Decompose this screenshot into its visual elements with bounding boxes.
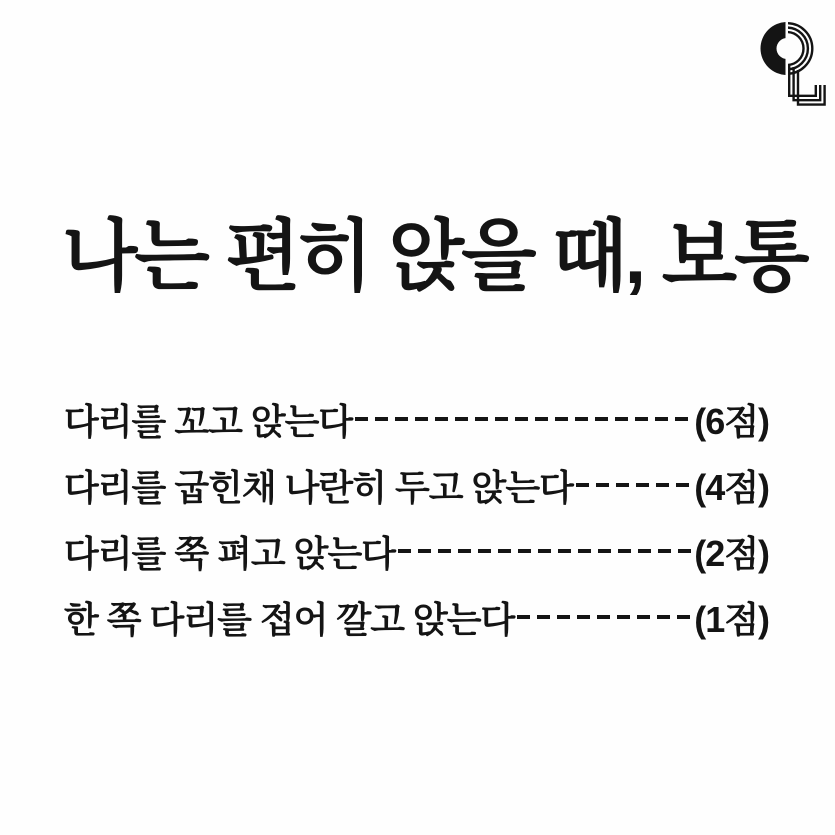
option-label: 다리를 꼬고 앉는다 [64, 400, 353, 442]
option-score: (4점) [694, 466, 769, 508]
leader-dashes [517, 615, 691, 620]
leader-dashes [355, 417, 691, 422]
option-label: 한 쪽 다리를 접어 깔고 앉는다 [64, 598, 515, 640]
options-list [64, 386, 769, 650]
option-score: (1점) [694, 598, 769, 640]
option-row [64, 584, 769, 650]
option-score: (6점) [694, 400, 769, 442]
option-row [64, 452, 769, 518]
o2-monogram-logo-icon [747, 14, 827, 108]
option-row [64, 518, 769, 584]
option-row [64, 386, 769, 452]
leader-dashes [576, 483, 691, 488]
option-label: 다리를 굽힌채 나란히 두고 앉는다 [64, 466, 573, 508]
quiz-question-title: 나는 편히 앉을 때, 보통 [62, 212, 807, 300]
option-score: (2점) [694, 532, 769, 574]
leader-dashes [398, 549, 691, 554]
option-label: 다리를 쭉 펴고 앉는다 [64, 532, 395, 574]
